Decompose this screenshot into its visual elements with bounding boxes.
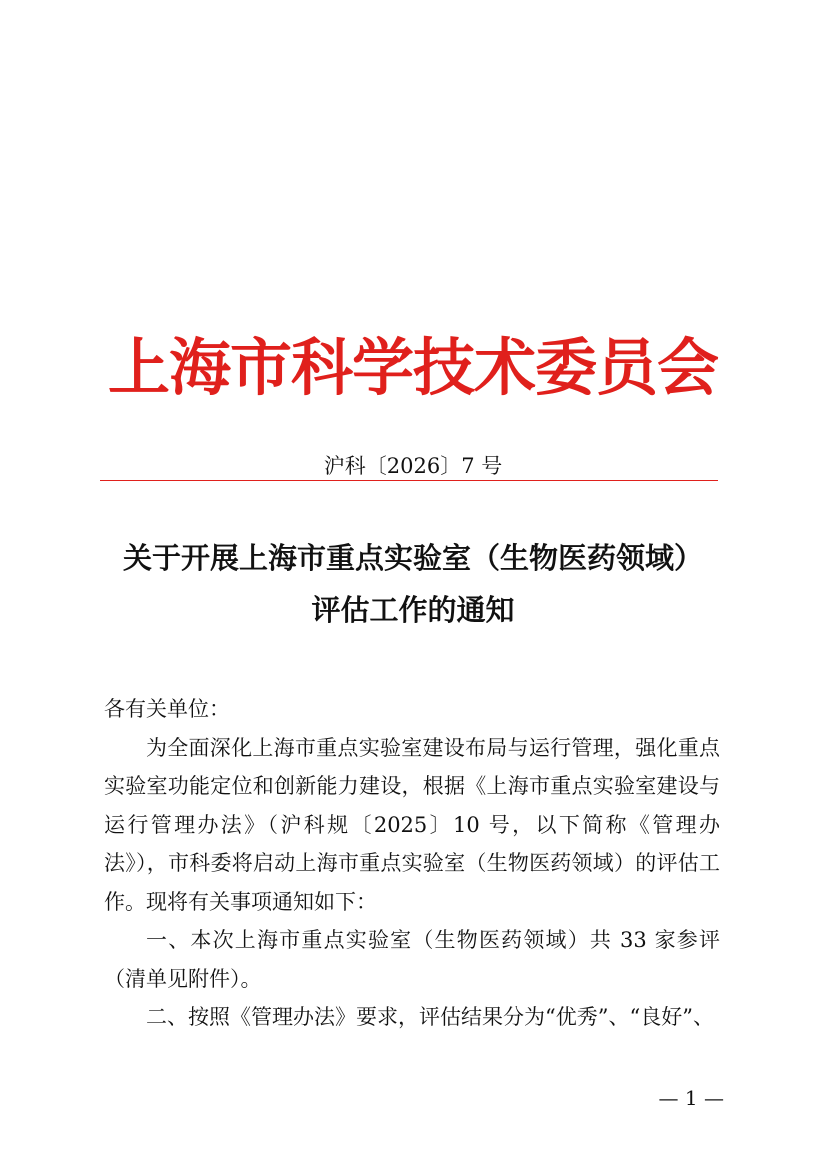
- paragraph-item-2: 二、按照《管理办法》要求，评估结果分为“优秀”、“良好”、: [146, 1005, 714, 1029]
- body-text: [104, 690, 720, 1037]
- red-divider: [100, 480, 718, 481]
- paragraph-intro: 为全面深化上海市重点实验室建设布局与运行管理，强化重点实验室功能定位和创新能力建设，根据《上海市重点实验室建设与运行管理办法》（沪科规〔2025〕10 号，以下简称《管理办法》），市科委将启动上海市重点实验室（生物医药领域）的评估工作。现将有关事项通知如下：: [104, 735, 720, 914]
- title-line-2: 评估工作的通知: [311, 593, 515, 627]
- page-number: — 1 —: [658, 1086, 724, 1110]
- paragraph-item-1: 一、本次上海市重点实验室（生物医药领域）共 33 家参评（清单见附件）。: [104, 928, 720, 991]
- salutation: 各有关单位：: [104, 697, 230, 721]
- issuer-name: 上海市科学技术委员会: [107, 331, 718, 404]
- document-number: 沪科〔2026〕7 号: [323, 454, 503, 478]
- document-title: [90, 532, 736, 636]
- title-line-1: 关于开展上海市重点实验室（生物医药领域）: [122, 541, 703, 575]
